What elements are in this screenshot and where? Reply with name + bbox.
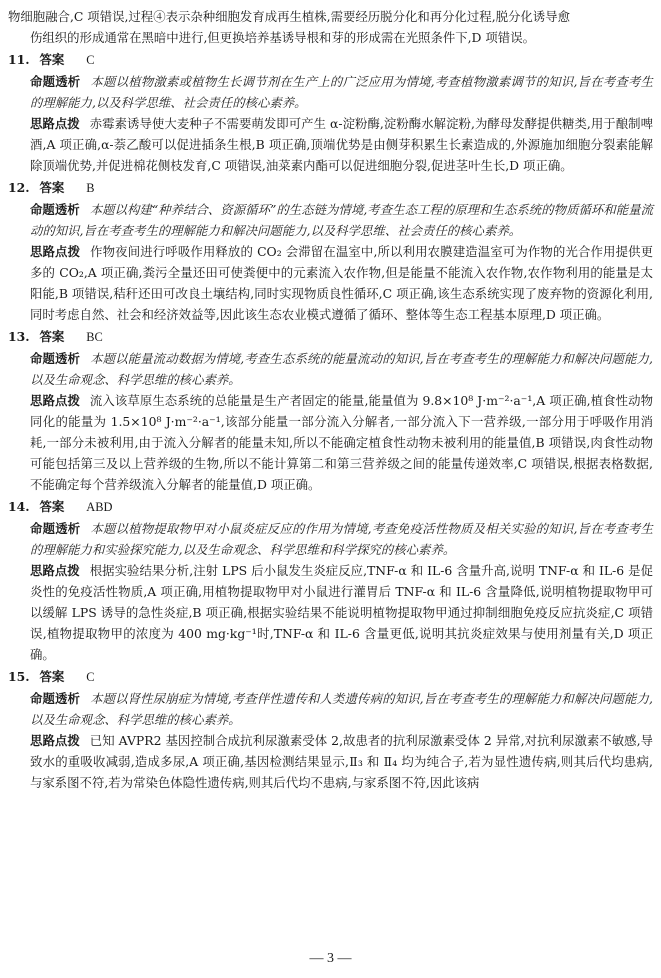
- document-page: [8, 6, 653, 793]
- analysis-label: 命题透析: [30, 202, 80, 217]
- answer-value: B: [86, 181, 95, 195]
- answer-label: 答案: [39, 52, 65, 67]
- hint-text: 已知 AVPR2 基因控制合成抗利尿激素受体 2,故患者的抗利尿激素受体 2 异常,对抗利尿激素不敏感,导致水的重吸收减弱,造成多尿,A 项正确,基因检测结果显示,Ⅱ₃ 和 Ⅱ₄ 均为纯合子,若为显性遗传病,则其后代均患病,与家系图不符,若为常染色体隐性遗传病,则其后代均不患病,与家系图不符,因此该病: [30, 733, 653, 790]
- analysis-text: 本题以构建“种养结合、资源循环”的生态链为情境,考查生态工程的原理和生态系统的物质循环和能量流动的知识,旨在考查考生的理解能力和解决问题能力,以及科学思维、社会责任的核心素养。: [30, 202, 654, 238]
- question-number: 14.: [8, 499, 30, 514]
- analysis-paragraph: [8, 688, 653, 730]
- hint-label: 思路点拨: [30, 244, 81, 259]
- hint-label: 思路点拨: [30, 733, 80, 748]
- answer-value: BC: [86, 330, 103, 344]
- analysis-label: 命题透析: [30, 74, 81, 89]
- hint-text: 根据实验结果分析,注射 LPS 后小鼠发生炎症反应,TNF-α 和 IL-6 含量升高,说明 TNF-α 和 IL-6 是促炎性的免疫活性物质,A 项正确,用植物提取物甲对小鼠进行灌胃后 TNF-α 和 IL-6 含量降低,说明植物提取物甲可以缓解 LPS 诱导的急性炎症,B 项正确,根据实验结果不能说明植物提取物甲通过抑制细胞免疫反应抗炎症,C 项错误,植物提取物甲的浓度为 400 mg·kg⁻¹时,TNF-α 和 IL-6 含量更低,说明其抗炎症效果与使用剂量有关,D 项正确。: [30, 563, 653, 662]
- question-number: 13.: [8, 329, 30, 344]
- hint-label: 思路点拨: [30, 563, 80, 578]
- analysis-paragraph: [8, 199, 653, 241]
- answer-label: 答案: [39, 499, 65, 514]
- answer-label: 答案: [39, 180, 65, 195]
- hint-text: 赤霉素诱导使大麦种子不需要萌发即可产生 α-淀粉酶,淀粉酶水解淀粉,为酵母发酵提供糖类,用于酿制啤酒,A 项正确,α-萘乙酸可以促进插条生根,B 项正确,顶端优势是由侧芽积累生长素造成的,外源施加细胞分裂素能解除顶端优势,并促进棉花侧枝发育,C 项错误,油菜素内酯可以促进细胞分裂,促进茎叶生长,D 项正确。: [30, 116, 654, 173]
- analysis-text: 本题以植物激素或植物生长调节剂在生产上的广泛应用为情境,考查植物激素调节的知识,旨在考查考生的理解能力,以及科学思维、社会责任的核心素养。: [30, 74, 653, 110]
- analysis-label: 命题透析: [30, 521, 81, 536]
- question-15: [8, 666, 653, 793]
- intro-line: 物细胞融合,C 项错误,过程④表示杂种细胞发育成再生植株,需要经历脱分化和再分化过程,脱分化诱导愈: [8, 9, 570, 24]
- analysis-text: 本题以能量流动数据为情境,考查生态系统的能量流动的知识,旨在考查考生的理解能力和解决问题能力,以及生命观念、科学思维的核心素养。: [30, 351, 653, 387]
- analysis-label: 命题透析: [30, 351, 81, 366]
- question-12: [8, 177, 653, 325]
- hint-text: 作物夜间进行呼吸作用释放的 CO₂ 会滞留在温室中,所以利用农膜建造温室可为作物的光合作用提供更多的 CO₂,A 项正确,粪污全量还田可使粪便中的元素流入农作物,但是能量不能流入农作物,农作物利用的能量是太阳能,B 项错误,秸秆还田可改良土壤结构,同时实现物质良性循环,C 项正确,该生态系统实现了废弃物的资源化利用,同时考虑自然、社会和经济效益等,因此该生态农业模式遵循了循环、整体等生态工程基本原理,D 项正确。: [30, 244, 654, 322]
- hint-paragraph: [8, 560, 653, 665]
- question-number: 11.: [8, 52, 30, 67]
- question-13: [8, 326, 653, 495]
- answer-value: ABD: [86, 500, 113, 514]
- question-14: [8, 496, 653, 665]
- question-11: [8, 49, 653, 176]
- hint-text: 流入该草原生态系统的总能量是生产者固定的能量,能量值为 9.8×10⁸ J·m⁻²·a⁻¹,A 项正确,植食性动物同化的能量为 1.5×10⁸ J·m⁻²·a⁻¹,该部分能量一部分流入分解者,一部分流入下一营养级,一部分用于呼吸作用消耗,一部分未被利用,由于流入分解者的能量未知,所以不能确定植食性动物未被利用的能量值,B 项错误,肉食性动物可能包括第三及以上营养级的生物,所以不能计算第二和第三营养级之间的能量传递效率,C 项错误,根据表格数据,不能确定每个营养级流入分解者的能量值,D 项正确。: [30, 393, 653, 492]
- answer-value: C: [86, 53, 95, 67]
- question-number: 15.: [8, 669, 30, 684]
- analysis-label: 命题透析: [30, 691, 81, 706]
- answer-label: 答案: [39, 329, 65, 344]
- hint-label: 思路点拨: [30, 116, 80, 131]
- hint-label: 思路点拨: [30, 393, 80, 408]
- analysis-text: 本题以植物提取物甲对小鼠炎症反应的作用为情境,考查免疫活性物质及相关实验的知识,旨在考查考生的理解能力和实验探究能力,以及生命观念、科学思维和科学探究的核心素养。: [30, 521, 653, 557]
- question-number: 12.: [8, 180, 30, 195]
- hint-paragraph: [8, 241, 653, 325]
- answer-label: 答案: [39, 669, 65, 684]
- analysis-paragraph: [8, 518, 653, 560]
- hint-paragraph: [8, 113, 653, 176]
- analysis-paragraph: [8, 71, 653, 113]
- analysis-paragraph: [8, 348, 653, 390]
- answer-value: C: [86, 670, 95, 684]
- intro-line: 伤组织的形成通常在黑暗中进行,但更换培养基诱导根和芽的形成需在光照条件下,D 项错误。: [30, 30, 535, 45]
- page-number: — 3 —: [309, 951, 352, 966]
- hint-paragraph: [8, 390, 653, 495]
- analysis-text: 本题以肾性尿崩症为情境,考查伴性遗传和人类遗传病的知识,旨在考查考生的理解能力和解决问题能力,以及生命观念、科学思维的核心素养。: [30, 691, 653, 727]
- hint-paragraph: [8, 730, 653, 793]
